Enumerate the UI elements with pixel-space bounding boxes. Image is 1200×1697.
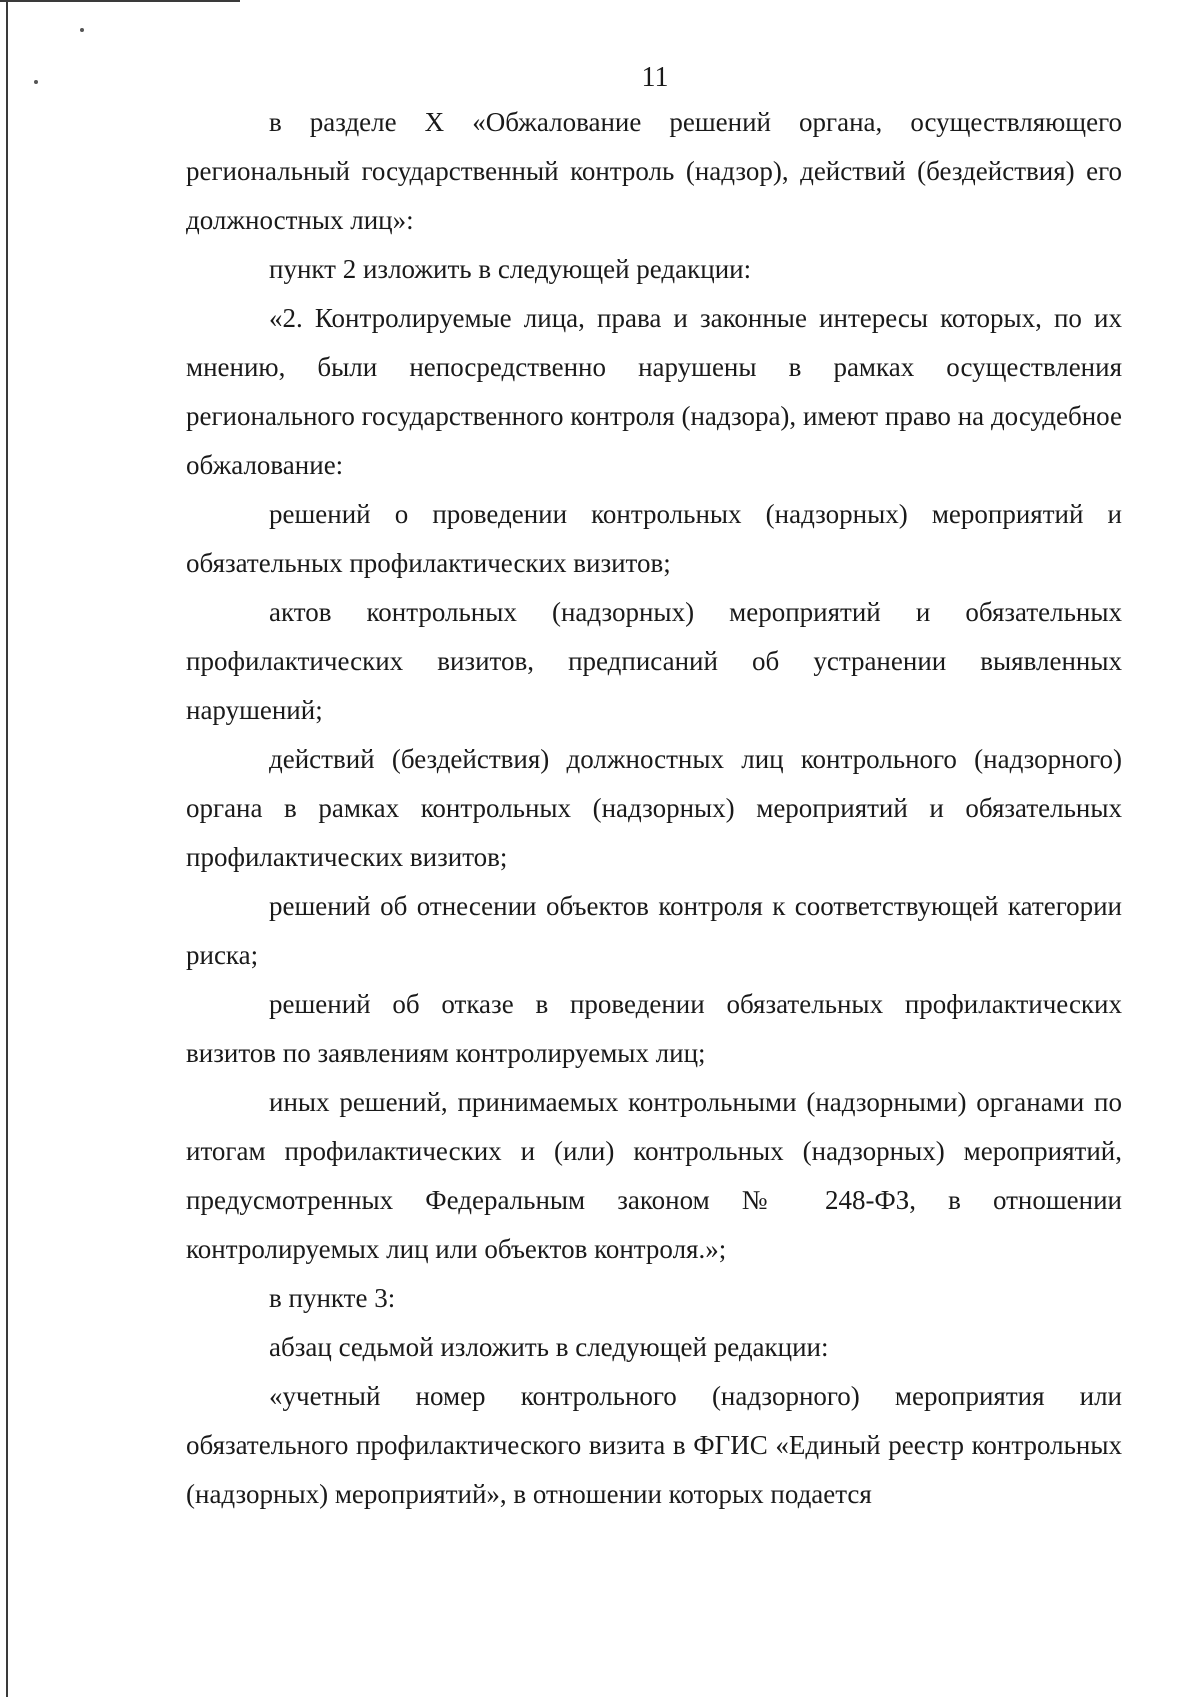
paragraph-section-x-heading: в разделе X «Обжалование решений органа, осуществляющего региональный государственный контроль (надзор), действий (бездействия) его должностных лиц»:: [186, 107, 1122, 235]
document-body: [186, 98, 1122, 1519]
paragraph-list-item-refusal: решений об отказе в проведении обязательных профилактических визитов по заявлениям контролируемых лиц;: [186, 989, 1122, 1068]
paragraph-seventh-abzac-intro: абзац седьмой изложить в следующей редакции:: [269, 1332, 829, 1362]
paragraph-list-item-acts: актов контрольных (надзорных) мероприятий и обязательных профилактических визитов, предписаний об устранении выявленных нарушений;: [186, 597, 1122, 725]
paragraph-point-3-intro: в пункте 3:: [269, 1283, 396, 1313]
scan-border-left: [6, 0, 8, 1697]
paragraph-list-item-decisions: решений о проведении контрольных (надзорных) мероприятий и обязательных профилактических визитов;: [186, 499, 1122, 578]
scan-speck: [80, 28, 84, 32]
paragraph-list-item-other-decisions: иных решений, принимаемых контрольными (надзорными) органами по итогам профилактических и (или) контрольных (надзорных) мероприятий, предусмотренных Федеральным законом № 248-ФЗ, в отношении контролируемых лиц или объектов контроля.»;: [186, 1087, 1122, 1264]
paragraph-seventh-abzac-text: «учетный номер контрольного (надзорного) мероприятия или обязательного профилактического визита в ФГИС «Единый реестр контрольных (надзорных) мероприятий», в отношении которых подается: [186, 1381, 1122, 1509]
page-number: 11: [641, 62, 669, 93]
paragraph-point-2-intro: пункт 2 изложить в следующей редакции:: [269, 254, 752, 284]
paragraph-list-item-actions: действий (бездействия) должностных лиц контрольного (надзорного) органа в рамках контрольных (надзорных) мероприятий и обязательных профилактических визитов;: [186, 744, 1122, 872]
paragraph-point-2-text: «2. Контролируемые лица, права и законные интересы которых, по их мнению, были непосредственно нарушены в рамках осуществления регионального государственного контроля (надзора), имеют право на досудебное обжалование:: [186, 303, 1122, 480]
paragraph-list-item-risk-category: решений об отнесении объектов контроля к соответствующей категории риска;: [186, 891, 1122, 970]
scan-border-top: [0, 0, 240, 2]
